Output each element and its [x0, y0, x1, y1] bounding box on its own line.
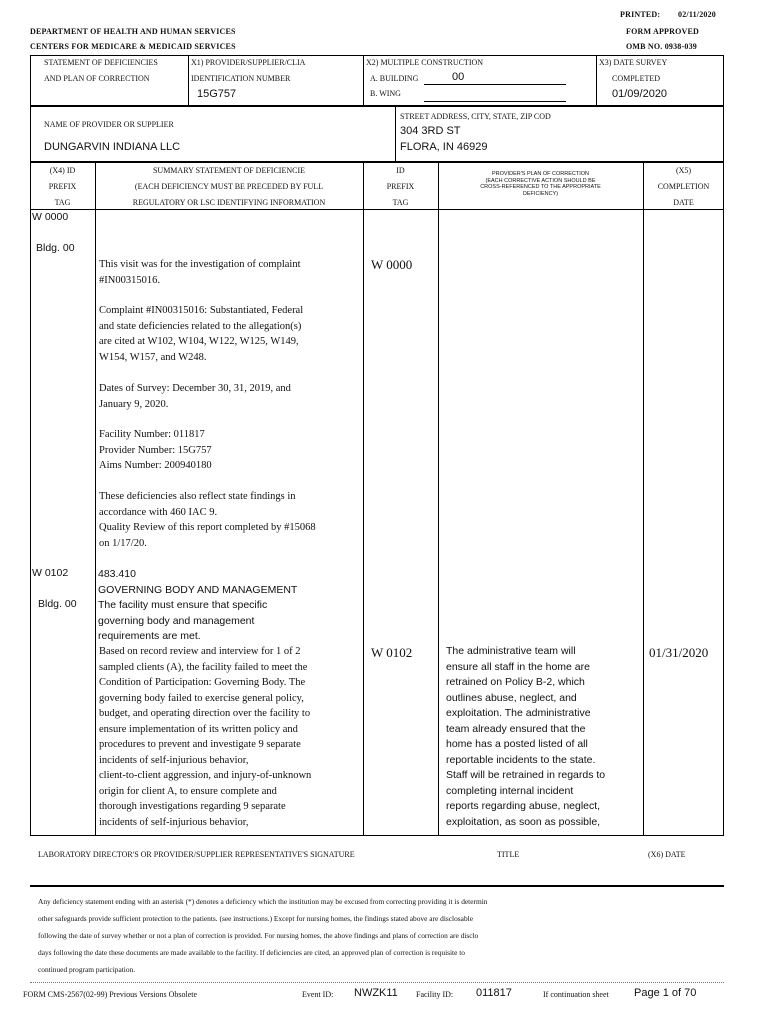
complaint-paragraph: Complaint #IN00315016: Substantiated, Federal and state deficiencies related to the allegation(s) are cited at W102, W104, W122, W125, W149, W154, W157, and W248.	[99, 305, 304, 363]
provider-id: 15G757	[197, 88, 237, 100]
col-summary-3: REGULATORY OR LSC IDENTIFYING INFORMATION	[132, 198, 326, 207]
col-id-2: PREFIX	[386, 182, 415, 191]
printed-date: 02/11/2020	[678, 10, 717, 19]
col-plan	[438, 171, 643, 197]
signature-label: LABORATORY DIRECTOR'S OR PROVIDER/SUPPLIER REPRESENTATIVE'S SIGNATURE	[38, 850, 355, 859]
printed-label: PRINTED:	[620, 10, 661, 19]
x1-label-1: X1) PROVIDER/SUPPLIER/CLIA	[191, 58, 306, 67]
wing-label: B. WING	[370, 89, 401, 98]
plan-of-correction: The administrative team will ensure all staff in the home are retrained on Policy B-2, which outlines abuse, neglect, and exploitation. The administrative team already ensured that the home has a posted listed of all reportable incidents to the state. Staff will be retrained in regards to completing internal incident reports regarding abuse, neglect, exploitation, as soon as possible,	[446, 645, 606, 828]
address-line-1: 304 3RD ST	[400, 125, 461, 137]
col-x4-3: TAG	[54, 198, 71, 207]
regulation-paragraph: 483.410 GOVERNING BODY AND MANAGEMENT The facility must ensure that specific governing body and management requirements are met.	[98, 568, 298, 642]
form-number: FORM CMS-2567(02-99) Previous Versions Obsolete	[23, 990, 198, 999]
bldg-00-first: Bldg. 00	[36, 242, 75, 254]
col-plan-3: CROSS-REFERENCED TO THE APPROPRIATE	[480, 184, 601, 190]
state-findings-paragraph: These deficiencies also reflect state findings in accordance with 460 IAC 9. Quality Review of this report completed by #15068 on 1/17/20.	[99, 491, 316, 549]
id-tag-w0102: W 0102	[371, 645, 413, 660]
x3-label-2: COMPLETED	[612, 74, 660, 83]
col-plan-4: DEFICIENCY)	[522, 190, 559, 197]
tag-w0102: W 0102	[32, 567, 69, 579]
footer-rule	[30, 982, 724, 983]
col-x5-3: DATE	[673, 198, 694, 207]
col-plan-1: PROVIDER'S PLAN OF CORRECTION	[491, 171, 589, 177]
form-approved: FORM APPROVED	[626, 27, 700, 36]
x2-label: X2) MULTIPLE CONSTRUCTION	[366, 58, 484, 67]
x1-label-2: IDENTIFICATION NUMBER	[191, 74, 291, 83]
address-label: STREET ADDRESS, CITY, STATE, ZIP COD	[400, 112, 551, 121]
col-plan-2: (EACH CORRECTIVE ACTION SHOULD BE	[485, 177, 596, 184]
disclaimer-line-2: other safeguards provide sufficient protection to the patients. (see instructions.) Except for nursing homes, the findings stated above are disclosable	[38, 914, 473, 923]
continuation-label: If continuation sheet	[543, 990, 609, 999]
building-label: A. BUILDING	[370, 74, 419, 83]
event-id-value: NWZK11	[354, 987, 398, 999]
facility-id-label: Facility ID:	[416, 990, 454, 999]
facility-numbers-paragraph: Facility Number: 011817 Provider Number: 15G757 Aims Number: 200940180	[99, 429, 212, 471]
building-value: 00	[452, 71, 465, 83]
disclaimer-line-5: continued program participation.	[38, 965, 136, 974]
col-id-3: TAG	[392, 198, 409, 207]
provider-box	[30, 106, 724, 162]
col-summary-2: (EACH DEFICIENCY MUST BE PRECEDED BY FULL	[134, 182, 324, 191]
signature-rule	[30, 885, 724, 887]
address-line-2: FLORA, IN 46929	[400, 141, 488, 153]
id-tag-w0000: W 0000	[371, 257, 413, 272]
tag-w0000: W 0000	[32, 211, 69, 223]
visit-paragraph: This visit was for the investigation of complaint #IN00315016.	[99, 259, 301, 286]
page-number: Page 1 of 70	[634, 987, 697, 999]
x3-label-1: X3) DATE SURVEY	[599, 58, 668, 67]
completion-date: 01/31/2020	[649, 645, 709, 660]
event-id-label: Event ID:	[302, 990, 334, 999]
col-x4-2: PREFIX	[48, 182, 77, 191]
omb-number: OMB NO. 0938-039	[626, 42, 697, 51]
centers-name: CENTERS FOR MEDICARE & MEDICAID SERVICES	[30, 42, 236, 51]
col-x4-1: (X4) ID	[49, 166, 76, 175]
bldg-00-second: Bldg. 00	[38, 598, 77, 610]
facility-id-value: 011817	[476, 987, 512, 999]
provider-name: DUNGARVIN INDIANA LLC	[44, 141, 181, 153]
findings-paragraph: Based on record review and interview for 1 of 2 sampled clients (A), the facility failed to meet the Condition of Participation: Governing Body. The governing body failed to exercise general policy, budget, and operating direction over the facility to ensure implementation of its written policy and procedures to prevent and investigate 9 separate incidents of self-injurious behavior, client-to-client aggression, and injury-of-unknown origin for client A, to ensure complete and thorough investigations regarding 9 separate incidents of self-injurious behavior,	[99, 646, 312, 828]
col-summary-1: SUMMARY STATEMENT OF DEFICIENCIE	[152, 166, 306, 175]
dept-name: DEPARTMENT OF HEALTH AND HUMAN SERVICES	[30, 27, 236, 36]
col-x5-1: (X5)	[675, 166, 692, 175]
col-id-1: ID	[396, 166, 405, 175]
statement-label-2: AND PLAN OF CORRECTION	[44, 74, 150, 83]
x6-date-label: (X6) DATE	[648, 850, 686, 859]
disclaimer-line-3: following the date of survey whether or not a plan of correction is provided. For nursing homes, the above findings and plans of correction are disclo	[38, 931, 479, 940]
disclaimer	[38, 893, 728, 978]
title-label: TITLE	[497, 850, 520, 859]
disclaimer-line-1: Any deficiency statement ending with an asterisk (*) denotes a deficiency which the institution may be excused from correcting providing it is determin	[38, 897, 488, 906]
survey-dates-paragraph: Dates of Survey: December 30, 31, 2019, and January 9, 2020.	[99, 383, 291, 410]
provider-name-label: NAME OF PROVIDER OR SUPPLIER	[44, 120, 174, 129]
survey-date: 01/09/2020	[612, 88, 668, 100]
statement-label-1: STATEMENT OF DEFICIENCIES	[44, 58, 158, 67]
disclaimer-line-4: days following the date these documents are made available to the facility. If deficiencies are cited, an approved plan of correction is requisite to	[38, 948, 465, 957]
col-x5-2: COMPLETION	[657, 182, 710, 191]
